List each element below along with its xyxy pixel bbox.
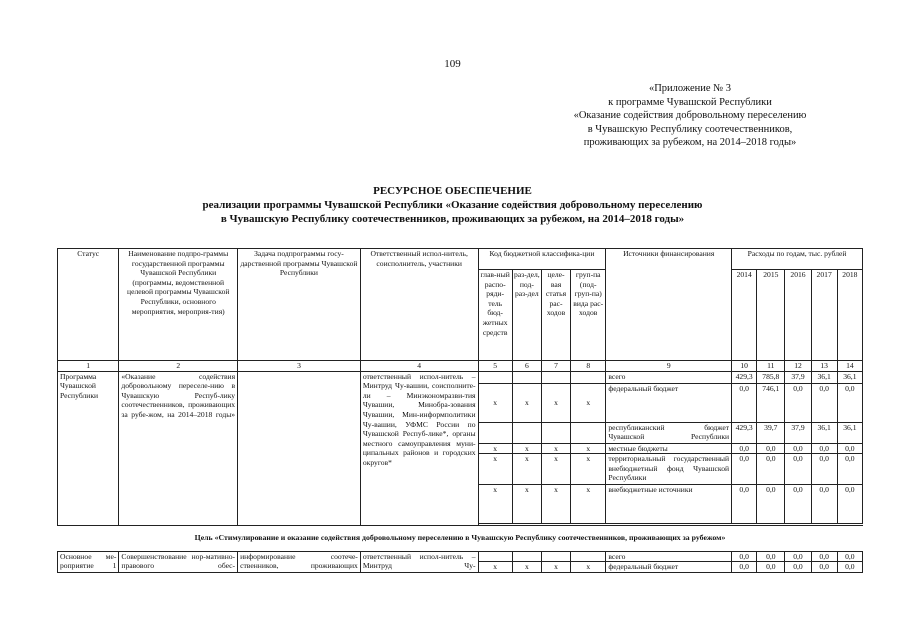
code-cell: х xyxy=(541,443,570,454)
header-row xyxy=(58,249,863,270)
code-cell xyxy=(571,422,606,443)
column-number: 13 xyxy=(811,361,837,372)
source-cell: республиканский бюджет Чувашской Республики xyxy=(606,422,732,443)
header-executor: Ответственный испол-нитель, соисполнитель, участники xyxy=(360,249,478,361)
measure-name: Совершенствование нор-мативно-правового обес- xyxy=(119,551,238,572)
header-year: 2016 xyxy=(785,270,811,361)
page-number: 109 xyxy=(444,58,461,70)
value-cell: 0,0 xyxy=(811,485,837,524)
value-cell: 0,0 xyxy=(785,562,811,573)
code-cell: х xyxy=(512,485,541,524)
goal-text: Цель «Стимулирование и оказание содействия добровольному переселению в Чувашскую Республику соотечественников, проживающих за рубежом» xyxy=(58,526,863,552)
code-cell: х xyxy=(478,485,512,524)
header-expenses: Расходы по годам, тыс. рублей xyxy=(732,249,863,270)
value-cell: 0,0 xyxy=(732,551,757,562)
value-cell: 0,0 xyxy=(811,443,837,454)
appendix-line: «Оказание содействия добровольному переселению xyxy=(573,110,807,121)
code-cell: х xyxy=(571,485,606,524)
column-number: 8 xyxy=(571,361,606,372)
code-cell: х xyxy=(541,454,570,485)
column-number: 4 xyxy=(360,361,478,372)
code-cell xyxy=(512,371,541,383)
value-cell: 0,0 xyxy=(785,485,811,524)
value-cell: 0,0 xyxy=(757,454,785,485)
header-code-sub: целе-вая статья рас-ходов xyxy=(541,270,570,361)
source-cell: внебюджетные источники xyxy=(606,485,732,524)
source-cell: местные бюджеты xyxy=(606,443,732,454)
value-cell: 0,0 xyxy=(837,562,862,573)
value-cell: 429,3 xyxy=(732,422,757,443)
header-status: Статус xyxy=(58,249,119,361)
value-cell: 37,9 xyxy=(785,371,811,383)
title-line: РЕСУРСНОЕ ОБЕСПЕЧЕНИЕ xyxy=(373,185,532,197)
title-line: в Чувашскую Республику соотечественников, проживающих за рубежом, на 2014–2018 годы» xyxy=(220,213,685,225)
header-task: Задача подпрограммы госу-дарственной программы Чувашской Республики xyxy=(238,249,361,361)
value-cell: 36,1 xyxy=(811,371,837,383)
header-sources: Источники финансирования xyxy=(606,249,732,361)
code-cell: х xyxy=(512,562,541,573)
column-number: 12 xyxy=(785,361,811,372)
value-cell: 0,0 xyxy=(732,383,757,422)
value-cell: 0,0 xyxy=(837,454,862,485)
code-cell: х xyxy=(478,454,512,485)
column-number: 9 xyxy=(606,361,732,372)
column-number: 6 xyxy=(512,361,541,372)
value-cell: 0,0 xyxy=(811,383,837,422)
column-number: 1 xyxy=(58,361,119,372)
measure-task: информирование соотече-ственников, проживающих xyxy=(238,551,361,572)
header-year: 2018 xyxy=(837,270,862,361)
value-cell: 0,0 xyxy=(811,454,837,485)
code-cell xyxy=(541,422,570,443)
column-number: 2 xyxy=(119,361,238,372)
table-row xyxy=(58,551,863,562)
goal-row xyxy=(58,526,863,552)
code-cell xyxy=(571,371,606,383)
header-code-sub: глав-ный распо-ряди-тель бюд-жетных средств xyxy=(478,270,512,361)
code-cell xyxy=(541,551,570,562)
source-cell: федеральный бюджет xyxy=(606,383,732,422)
program-status: Программа Чувашской Республики xyxy=(58,371,119,526)
code-cell xyxy=(478,551,512,562)
value-cell: 0,0 xyxy=(811,562,837,573)
header-code-sub: груп-па (под-груп-па) вида рас-ходов xyxy=(571,270,606,361)
appendix-line: в Чувашскую Республику соотечественников, xyxy=(587,123,793,135)
source-cell: всего xyxy=(606,551,732,562)
column-number: 10 xyxy=(732,361,757,372)
value-cell: 0,0 xyxy=(811,551,837,562)
column-number: 11 xyxy=(757,361,785,372)
measure-executor: ответственный испол-нитель – Минтруд Чу- xyxy=(360,551,478,572)
value-cell: 429,3 xyxy=(732,371,757,383)
header-name: Наименование подпро-граммы государственной программы Чувашской Республики (программы, ведомственной целевой программы Чувашской Республики, основного мероприятия, мероприя-тия) xyxy=(119,249,238,361)
value-cell: 39,7 xyxy=(757,422,785,443)
value-cell: 0,0 xyxy=(732,443,757,454)
value-cell: 0,0 xyxy=(785,454,811,485)
value-cell: 0,0 xyxy=(732,485,757,524)
appendix-line: к программе Чувашской Республики xyxy=(608,96,772,108)
value-cell: 0,0 xyxy=(732,454,757,485)
program-task xyxy=(238,371,361,526)
code-cell: х xyxy=(512,443,541,454)
value-cell: 0,0 xyxy=(732,562,757,573)
value-cell: 0,0 xyxy=(837,443,862,454)
code-cell: х xyxy=(571,562,606,573)
appendix-heading xyxy=(520,82,860,150)
code-cell: х xyxy=(541,562,570,573)
value-cell: 0,0 xyxy=(837,485,862,524)
appendix-line: проживающих за рубежом, на 2014–2018 годы» xyxy=(583,137,797,148)
value-cell: 0,0 xyxy=(757,562,785,573)
code-cell: х xyxy=(478,562,512,573)
header-year: 2014 xyxy=(732,270,757,361)
column-number: 5 xyxy=(478,361,512,372)
value-cell: 0,0 xyxy=(837,551,862,562)
code-cell: х xyxy=(571,443,606,454)
value-cell: 36,1 xyxy=(837,371,862,383)
code-cell xyxy=(571,551,606,562)
source-cell: федеральный бюджет xyxy=(606,562,732,573)
appendix-line: «Приложение № 3 xyxy=(648,83,732,94)
column-number: 14 xyxy=(837,361,862,372)
code-cell xyxy=(478,422,512,443)
value-cell: 785,8 xyxy=(757,371,785,383)
source-cell: всего xyxy=(606,371,732,383)
source-cell: территориальный государственный внебюджетный фонд Чувашской Республики xyxy=(606,454,732,485)
header-code-sub: раз-дел, под-раз-дел xyxy=(512,270,541,361)
value-cell: 0,0 xyxy=(757,485,785,524)
code-cell: х xyxy=(512,383,541,422)
resource-table xyxy=(57,248,863,573)
program-name: «Оказание содействия добровольному переселе-нию в Чувашскую Респуб-лику соотечественников, проживающих за рубе-жом, на 2014–2018 годы» xyxy=(119,371,238,526)
code-cell: х xyxy=(541,383,570,422)
code-cell: х xyxy=(478,383,512,422)
table-row xyxy=(58,371,863,383)
code-cell: х xyxy=(571,383,606,422)
measure-status: Основное ме-роприятие 1 xyxy=(58,551,119,572)
document-title xyxy=(0,184,905,226)
header-budget-code: Код бюджетной классифика-ции xyxy=(478,249,606,270)
code-cell: х xyxy=(512,454,541,485)
column-number: 7 xyxy=(541,361,570,372)
value-cell: 36,1 xyxy=(811,422,837,443)
value-cell: 0,0 xyxy=(757,443,785,454)
code-cell: х xyxy=(541,485,570,524)
value-cell: 0,0 xyxy=(785,443,811,454)
column-number-row xyxy=(58,361,863,372)
title-line: реализации программы Чувашской Республики «Оказание содействия добровольному переселению xyxy=(202,199,703,211)
value-cell: 0,0 xyxy=(785,383,811,422)
value-cell: 0,0 xyxy=(837,383,862,422)
column-number: 3 xyxy=(238,361,361,372)
value-cell: 36,1 xyxy=(837,422,862,443)
code-cell: х xyxy=(571,454,606,485)
program-executor: ответственный испол-нитель – Минтруд Чу-вашии, соисполните-ли – Минэкономразви-тия Чувашии, Минобра-зования Чувашии, Мин-информполитики Чу-вашии, УФМС России по Чувашской Респуб-лике*, органы местного самоуправления муни-ципальных районов и городских округов* xyxy=(360,371,478,526)
value-cell: 37,9 xyxy=(785,422,811,443)
code-cell: х xyxy=(478,443,512,454)
header-year: 2015 xyxy=(757,270,785,361)
value-cell: 0,0 xyxy=(785,551,811,562)
code-cell xyxy=(478,371,512,383)
value-cell: 0,0 xyxy=(757,551,785,562)
code-cell xyxy=(541,371,570,383)
code-cell xyxy=(512,551,541,562)
value-cell: 746,1 xyxy=(757,383,785,422)
code-cell xyxy=(512,422,541,443)
header-year: 2017 xyxy=(811,270,837,361)
